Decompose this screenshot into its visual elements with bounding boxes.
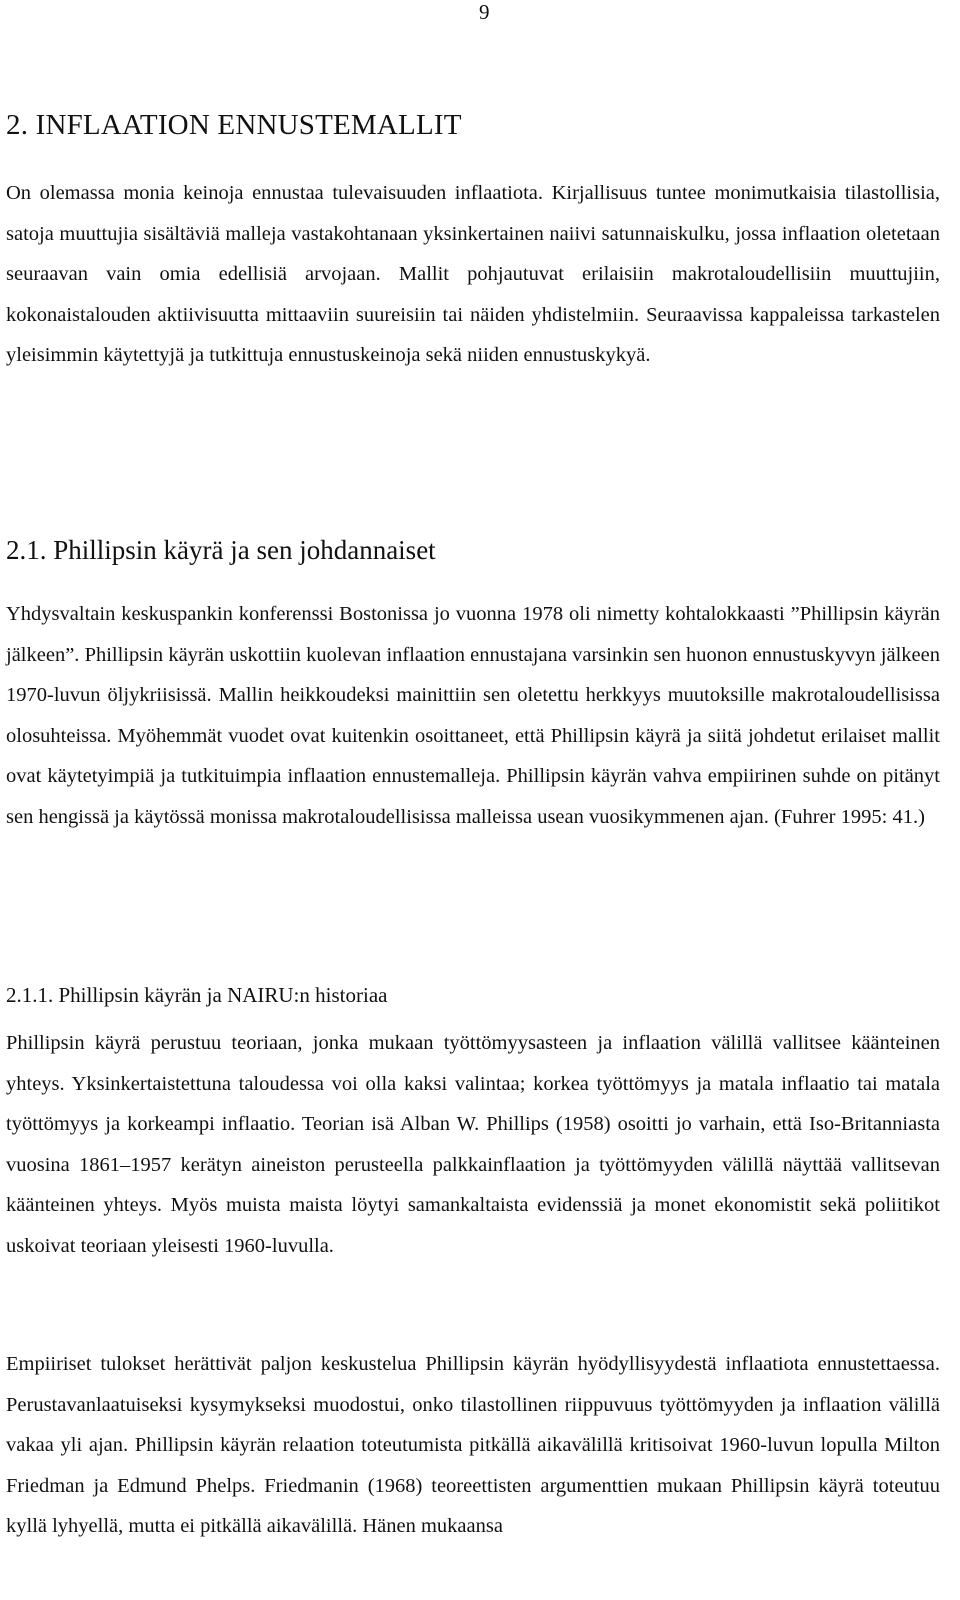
section-title: 2.1. Phillipsin käyrä ja sen johdannaiset [6,535,436,565]
subsection-paragraph-1: Phillipsin käyrä perustuu teoriaan, jonka mukaan työttömyysasteen ja inflaation välillä vallitsee käänteinen yhteys. Yksinkertaistettuna taloudessa voi olla kaksi valintaa; korkea työttömyys ja matala inflaatio tai matala työttömyys ja korkeampi inflaatio. Teorian isä Alban W. Phillips (1958) osoitti jo varhain, että Iso-Britanniasta vuosina 1861–1957 kerätyn aineiston perusteella palkkainflaation ja työttömyyden välillä näyttää vallitsevan käänteinen yhteys. Myös muista maista löytyi samankaltaista evidenssiä ja monet ekonomistit sekä poliitikot uskoivat teoriaan yleisesti 1960-luvulla. [6,1032,940,1257]
intro-paragraph: On olemassa monia keinoja ennustaa tulevaisuuden inflaatiota. Kirjallisuus tuntee monimutkaisia tilastollisia, satoja muuttujia sisältäviä malleja vastakohtanaan yksinkertainen naiivi satunnaiskulku, jossa inflaation oletetaan seuraavan vain omia edellisiä arvojaan. Mallit pohjautuvat erilaisiin makrotaloudellisiin muuttujiin, kokonaistalouden aktiivisuutta mittaaviin suureisiin tai näiden yhdistelmiin. Seuraavissa kappaleissa tarkastelen yleisimmin käytettyjä ja tutkittuja ennustuskeinoja sekä niiden ennustuskykyä. [6,182,940,367]
subsection-title: 2.1.1. Phillipsin käyrän ja NAIRU:n historiaa [6,983,388,1007]
chapter-title: 2. INFLAATION ENNUSTEMALLIT [6,109,462,141]
subsection-paragraph-2: Empiiriset tulokset herättivät paljon keskustelua Phillipsin käyrän hyödyllisyydestä inflaatiota ennustettaessa. Perustavanlaatuiseksi kysymykseksi muodostui, onko tilastollinen riippuvuus työttömyyden ja inflaation välillä vakaa yli ajan. Phillipsin käyrän relaation toteutumista pitkällä aikavälillä kritisoivat 1960-luvun lopulla Milton Friedman ja Edmund Phelps. Friedmanin (1968) teoreettisten argumenttien mukaan Phillipsin käyrä toteutuu kyllä lyhyellä, mutta ei pitkällä aikavälillä. Hänen mukaansa [6,1353,940,1538]
section-paragraph: Yhdysvaltain keskuspankin konferenssi Bostonissa jo vuonna 1978 oli nimetty kohtalokkaasti ”Phillipsin käyrän jälkeen”. Phillipsin käyrän uskottiin kuolevan inflaation ennustajana varsinkin sen huonon ennustuskyvyn jälkeen 1970-luvun öljykriisissä. Mallin heikkoudeksi mainittiin sen oletettu herkkyys muutoksille makrotaloudellisissa olosuhteissa. Myöhemmät vuodet ovat kuitenkin osoittaneet, että Phillipsin käyrä ja siitä johdetut erilaiset mallit ovat käytetyimpiä ja tutkituimpia inflaation ennustemalleja. Phillipsin käyrän vahva empiirinen suhde on pitänyt sen hengissä ja käytössä monissa makrotaloudellisissa malleissa usean vuosikymmenen ajan. (Fuhrer 1995: 41.) [6,603,940,828]
page-number: 9 [479,0,490,24]
